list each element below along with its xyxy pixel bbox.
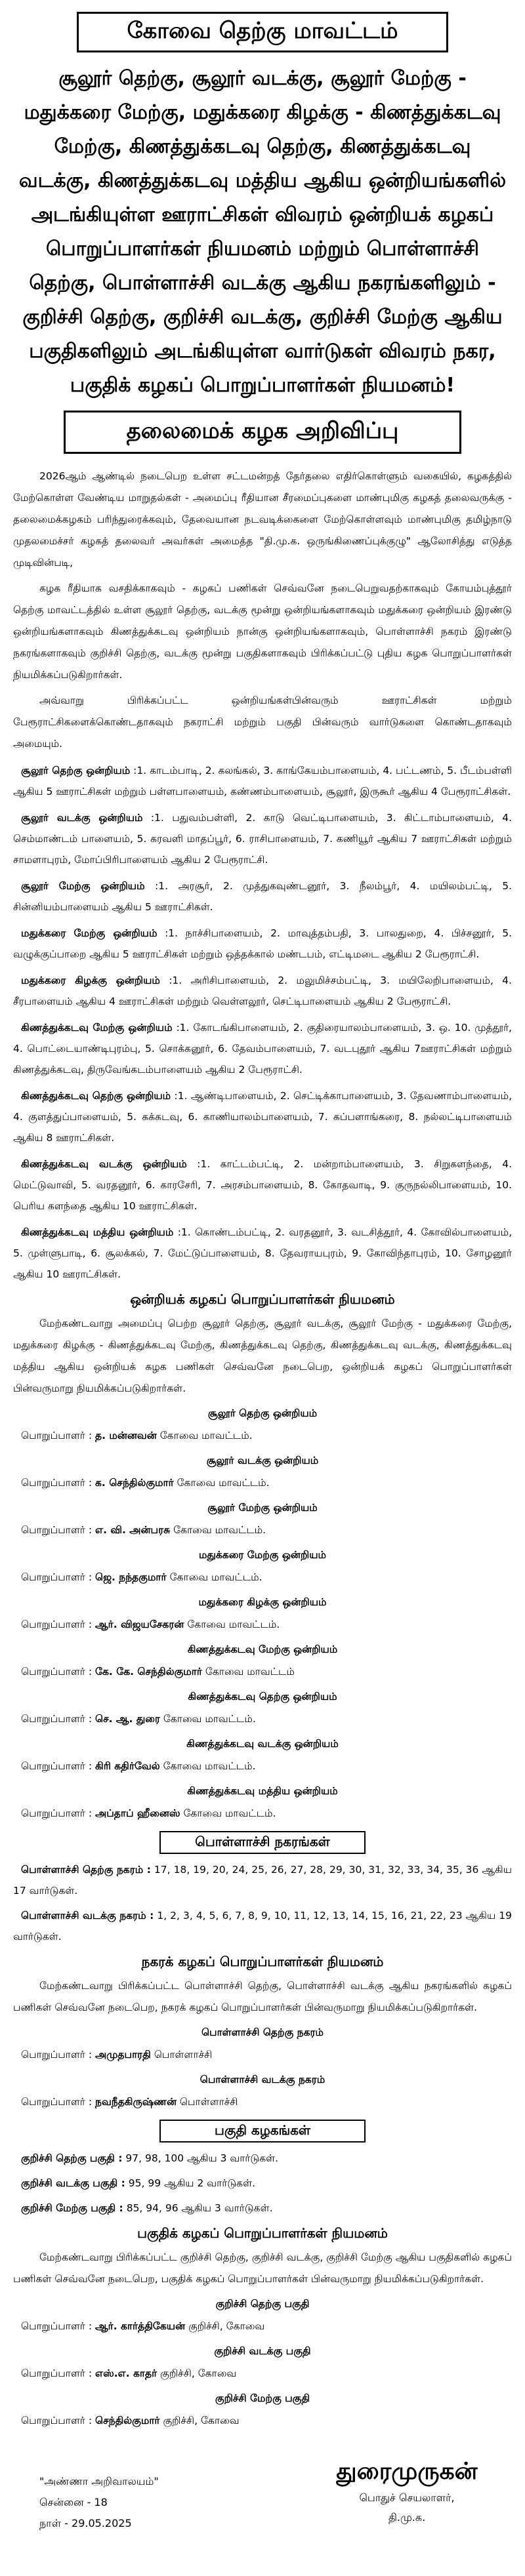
union-appointment-heading: ஒன்றியக் கழகப் பொறுப்பாளர்கள் நியமனம் xyxy=(130,1291,395,1307)
area-appointment-heading: பகுதிக் கழகப் பொறுப்பாளர்கள் நியமனம் xyxy=(137,2225,388,2241)
appointee-place: குறிச்சி, கோவை xyxy=(160,2367,237,2379)
union-entry xyxy=(13,760,512,802)
town-name: பொள்ளாச்சி தெற்கு நகரம் : xyxy=(21,1864,151,1876)
town-appointment-heading: நகரக் கழகப் பொறுப்பாளர்கள் நியமனம் xyxy=(141,1954,384,1969)
union-name: சூலூர் மேற்கு ஒன்றியம் xyxy=(21,880,145,892)
appointee-place: கோவை மாவட்டம். xyxy=(177,1477,270,1489)
appointee-name: அமுதபாரதி xyxy=(95,2049,151,2061)
appointee-label: பொறுப்பாளர் : xyxy=(21,2096,93,2108)
appointee-place: பொள்ளாச்சி xyxy=(154,2049,213,2061)
area-name: குறிச்சி மேற்கு பகுதி : xyxy=(21,2202,123,2214)
union-name: கிணத்துக்கடவு மேற்கு ஒன்றியம் xyxy=(21,1022,173,1034)
union-entry xyxy=(13,970,512,1012)
town-name: பொள்ளாச்சி வடக்கு நகரம் : xyxy=(21,1910,154,1922)
union-villages: :1. கோடங்கிபாளையம், 2. குதிரையாலம்பாளையம், 3. ஒ. 10. முத்தூர், 4. பொட்டையாண்டிபுரம்பு, 5. சொக்கனூர், 6. தேவம்பாளையம், 7. வடபுதூர் ஆகிய 7ஊராட்சிகள் மற்றும் கிணத்துக்கடவு, திருவேங்கடம்பாளையம் ஆகிய 2 பேரூராட்சி. xyxy=(13,1022,512,1076)
appointment-union-name: சூலூர் வடக்கு ஒன்றியம் xyxy=(206,1455,319,1466)
area-units-heading: பகுதி கழகங்கள் xyxy=(159,2120,366,2143)
union-name: கிணத்துக்கடவு தெற்கு ஒன்றியம் xyxy=(21,1090,171,1102)
area-name: குறிச்சி வடக்கு பகுதி : xyxy=(21,2177,125,2189)
area-wards: 85, 94, 96 ஆகிய 3 வார்டுகள். xyxy=(126,2202,273,2214)
district-title: கோவை தெற்கு மாவட்டம் xyxy=(77,12,448,52)
appointee-name: செ. ஆ. துரை xyxy=(95,1713,160,1725)
appointee-label: பொறுப்பாளர் : xyxy=(21,1571,93,1583)
union-villages: :1. காட்டம்பட்டி, 2. மன்றாம்பாளையம், 3. சிறுகளந்தை, 4. மெட்டுவாவி, 5. வரதனூர், 6. காரசேரி, 7. அரசம்பாளையம், 8. கோதவாடி, 9. குருநல்லிபாளையம், 10. பெரிய களந்தை ஆகிய 10 ஊராட்சிகள். xyxy=(13,1158,513,1212)
appointee-row xyxy=(13,1660,512,1683)
office-city: சென்னை - 18 xyxy=(39,2496,108,2508)
announcement-date: நாள் - 29.05.2025 xyxy=(39,2517,132,2529)
appointee-name: ஜெ. நந்தகுமார் xyxy=(95,1571,167,1583)
pollachi-towns-heading: பொள்ளாச்சி நகரங்கள் xyxy=(159,1831,366,1854)
appointee-row xyxy=(13,2315,512,2337)
union-entry xyxy=(13,1154,512,1217)
union-entry xyxy=(13,923,512,965)
appointee-name: க. செந்தில்குமார் xyxy=(95,1477,174,1489)
appointment-union-name: சூலூர் மேற்கு ஒன்றியம் xyxy=(207,1502,318,1514)
appointee-row xyxy=(13,2091,512,2113)
union-entry xyxy=(13,1222,512,1285)
appointment-town-name: பொள்ளாச்சி தெற்கு நகரம் xyxy=(201,2026,324,2038)
union-name: சூலூர் தெற்கு ஒன்றியம் xyxy=(21,765,131,776)
area-appointment-paragraph: மேற்கண்டவாறு பிரிக்கப்பட்ட குறிச்சி தெற்கு, குறிச்சி வடக்கு, குறிச்சி மேற்கு ஆகிய பகுதிகளில் கழகப் பணிகள் செவ்வனே நடைபெற, பகுதிக் கழகப் பொறுப்பாளர்கள் பின்வருமாறு நியமிக்கப்படுகிறார்கள். xyxy=(13,2251,512,2285)
appointee-label: பொறுப்பாளர் : xyxy=(21,1477,93,1489)
appointment-union-name: கிணத்துக்கடவு வடக்கு ஒன்றியம் xyxy=(186,1738,339,1750)
ward-list xyxy=(13,1905,512,1947)
union-villages: :1. காடம்பாடி, 2. கலங்கல், 3. காங்கேயம்பாளையம், 4. பட்டணம், 5. பீடம்பள்ளி ஆகிய 5 ஊராட்சிகள் மற்றும் பள்ளபாளையம், கண்ணம்பாளையம், சூலூர், இருகூர் ஆகிய 4 பேரூராட்சிகள். xyxy=(13,765,513,797)
appointee-name: கிரி கதிர்வேல் xyxy=(95,1760,160,1772)
appointee-place: கோவை மாவட்டம். xyxy=(173,1524,266,1536)
town-wards: 17, 18, 19, 20, 24, 25, 26, 27, 28, 29, 30, 31, 32, 33, 34, 35, 36 ஆகிய 17 வார்டுகள். xyxy=(13,1864,512,1897)
appointee-place: குறிச்சி, கோவை xyxy=(163,2415,240,2426)
union-villages: :1. கொண்டம்பட்டி, 2. வரதனூர், 3. வடசித்தூர், 4. கோவில்பாளையம், 5. முள்ளுபாடி, 6. சூலக்கல், 7. மேட்டுப்பாளையம், 8. தேவராயபுரம், 9. கோவிந்தாபுரம், 10. சோழனூர் ஆகிய 10 ஊராட்சிகள். xyxy=(13,1226,512,1280)
union-entry xyxy=(13,1085,512,1148)
appointee-label: பொறுப்பாளர் : xyxy=(21,2367,93,2379)
union-villages: :1. அரசூர், 2. முத்துகவுண்டனூர், 3. நீலம்பூர், 4. மயிலம்பட்டி, 5. சின்னியம்பாளையம் ஆகிய 5 ஊராட்சிகள். xyxy=(13,880,512,913)
appointee-row xyxy=(13,1708,512,1730)
town-appointment-paragraph: மேற்கண்டவாறு பிரிக்கப்பட்ட பொள்ளாச்சி தெற்கு, பொள்ளாச்சி வடக்கு ஆகிய நகரங்களில் கழகப் பணிகள் செவ்வனே நடைபெற, நகரக் கழகப் பொறுப்பாளர்கள் பின்வருமாறு நியமிக்கப்படுகிறார்கள். xyxy=(13,1980,512,2013)
appointee-name: ஆர். கார்த்திகேயன் xyxy=(95,2320,186,2332)
union-entry xyxy=(13,875,512,917)
appointee-label: பொறுப்பாளர் : xyxy=(21,1807,93,1819)
appointee-name: நவநீதகிருஷ்ணன் xyxy=(95,2096,177,2108)
appointee-label: பொறுப்பாளர் : xyxy=(21,2320,93,2332)
appointment-union-name: கிணத்துக்கடவு மேற்கு ஒன்றியம் xyxy=(187,1643,338,1655)
ward-list xyxy=(13,2173,512,2194)
union-entry xyxy=(13,807,512,870)
appointment-area-name: குறிச்சி தெற்கு பகுதி xyxy=(215,2298,310,2310)
union-entry xyxy=(13,1017,512,1080)
appointee-row xyxy=(13,1755,512,1777)
appointee-label: பொறுப்பாளர் : xyxy=(21,1666,93,1678)
appointee-row xyxy=(13,1566,512,1588)
signatory-name: துரைமுருகன் xyxy=(336,2458,478,2485)
appointee-row xyxy=(13,2362,512,2385)
union-name: சூலூர் வடக்கு ஒன்றியம் xyxy=(21,812,143,824)
union-name: கிணத்துக்கடவு வடக்கு ஒன்றியம் xyxy=(21,1158,187,1170)
ward-list xyxy=(13,2148,512,2169)
union-name: கிணத்துக்கடவு மத்திய ஒன்றியம் xyxy=(21,1226,174,1238)
appointee-label: பொறுப்பாளர் : xyxy=(21,1524,93,1536)
appointee-label: பொறுப்பாளர் : xyxy=(21,1713,93,1725)
appointee-place: கோவை மாவட்டம். xyxy=(169,1571,262,1583)
announcement-subtitle: தலைமைக் கழக அறிவிப்பு xyxy=(64,411,461,454)
intro-paragraph-2: கழக ரீதியாக வசதிக்காகவும் - கழகப் பணிகள் செவ்வனே நடைபெறுவதற்காகவும் கோயம்புத்தூர் தெற்கு மாவட்டத்தில் உள்ள சூலூர் தெற்கு, வடக்கு மூன்று ஒன்றியங்களாகவும் மதுக்கரை ஒன்றியம் இரண்டு ஒன்றியங்களாகவும் கிணத்துக்கடவு ஒன்றியம் நான்கு ஒன்றியங்களாகவும், பொள்ளாச்சி நகரம் இரண்டு நகரங்களாகவும் குறிச்சி தெற்கு, வடக்கு மூன்று பகுதிகளாகவும் பிரிக்கப்பட்டு புதிய கழக பொறுப்பாளர்கள் நியமிக்கப்படுகிறார்கள். xyxy=(13,582,512,681)
appointment-union-name: சூலூர் தெற்கு ஒன்றியம் xyxy=(207,1407,318,1419)
appointee-name: அப்தாப் ஹீனைஸ் xyxy=(95,1807,180,1819)
appointee-row xyxy=(13,1519,512,1541)
union-villages: :1. நாச்சிபாளையம், 2. மாவுத்தம்பதி, 3. பாலதுறை, 4. பிச்சனூர், 5. வழுக்குப்பாறை ஆகிய 5 ஊராட்சிகள் மற்றும் ஒத்தக்கால் மண்டபம், எட்டிமடை ஆகிய 2 பேரூராட்சி. xyxy=(13,927,512,960)
appointment-area-name: குறிச்சி வடக்கு பகுதி xyxy=(214,2345,311,2357)
area-wards: 95, 99 ஆகிய 2 வார்டுகள். xyxy=(128,2177,255,2189)
appointment-town-name: பொள்ளாச்சி வடக்கு நகரம் xyxy=(200,2074,326,2085)
appointee-label: பொறுப்பாளர் : xyxy=(21,2049,93,2061)
appointee-place: கோவை மாவட்டம். xyxy=(163,1713,256,1725)
appointee-name: கே. கே. செந்தில்குமார் xyxy=(95,1666,202,1678)
party-name: தி.மு.க. xyxy=(388,2511,426,2524)
appointee-label: பொறுப்பாளர் : xyxy=(21,2415,93,2426)
appointee-row xyxy=(13,1613,512,1636)
appointee-label: பொறுப்பாளர் : xyxy=(21,1760,93,1772)
appointment-union-name: கிணத்துக்கடவு மத்திய ஒன்றியம் xyxy=(187,1785,338,1797)
appointee-row xyxy=(13,2043,512,2066)
announcement-page xyxy=(13,0,512,2576)
footer-address xyxy=(39,2471,159,2534)
appointee-row xyxy=(13,1802,512,1824)
appointee-place: குறிச்சி, கோவை xyxy=(188,2320,265,2332)
appointee-place: பொள்ளாச்சி xyxy=(179,2096,238,2108)
area-wards: 97, 98, 100 ஆகிய 3 வார்டுகள். xyxy=(125,2152,279,2164)
appointee-place: கோவை மாவட்டம். xyxy=(159,1430,253,1441)
ward-list xyxy=(13,2198,512,2219)
appointee-label: பொறுப்பாளர் : xyxy=(21,1430,93,1441)
union-villages: :1. அரிசிபாளையம், 2. மலுமிச்சம்பட்டி, 3. மயிலேறிபாளையம், 4. சீரபாளையம் ஆகிய 4 ஊராட்சிகள் மற்றும் வெள்ளலூர், செட்டிபாளையம் ஆகிய 2 பேரூராட்சி. xyxy=(13,975,512,1007)
union-name: மதுக்கரை கிழக்கு ஒன்றியம் xyxy=(21,975,160,986)
union-villages: :1. ஆண்டிபாளையம், 2. செட்டிக்காபாளையம், 3. தேவணாம்பாளையம், 4. குளத்துப்பாளையம், 5. கக்கடவு, 6. காணியாலம்பாளையம், 7. கப்பளாங்கரை, 8. நல்லட்டிபாளையம் ஆகிய 8 ஊராட்சிகள். xyxy=(13,1090,512,1144)
headline: சூலூர் தெற்கு, சூலூர் வடக்கு, சூலூர் மேற்கு - மதுக்கரை மேற்கு, மதுக்கரை கிழக்கு - கிணத்துக்கடவு மேற்கு, கிணத்துக்கடவு தெற்கு, கிணத்துக்கடவு வடக்கு, கிணத்துக்கடவு மத்திய ஆகிய ஒன்றியங்களில் அடங்கியுள்ள ஊராட்சிகள் விவரம் ஒன்றியக் கழகப் பொறுப்பாளர்கள் நியமனம் மற்றும் பொள்ளாச்சி தெற்கு, பொள்ளாச்சி வடக்கு ஆகிய நகரங்களிலும் - குறிச்சி தெற்கு, குறிச்சி வடக்கு, குறிச்சி மேற்கு ஆகிய பகுதிகளிலும் அடங்கியுள்ள வார்டுகள் விவரம் நகர, பகுதிக் கழகப் பொறுப்பாளர்கள் நியமனம்! xyxy=(18,67,507,397)
intro-paragraph-3: அவ்வாறு பிரிக்கப்பட்ட ஒன்றியங்கள்பின்வரும் ஊராட்சிகள் மற்றும் பேரூராட்சிகளைக்கொண்டதாகவும் நகராட்சி மற்றும் பகுதி பின்வரும் வார்டுகளை கொண்டதாகவும் அமையும். xyxy=(13,694,512,750)
appointee-name: ஆர். விஜயசேகரன் xyxy=(95,1619,184,1630)
appointee-name: எ. வி. அன்பரசு xyxy=(95,1524,171,1536)
appointee-label: பொறுப்பாளர் : xyxy=(21,1619,93,1630)
appointee-row xyxy=(13,1472,512,1494)
intro-paragraph-1: 2026ஆம் ஆண்டில் நடைபெற உள்ள சட்டமன்றத் தேர்தலை எதிர்கொள்ளும் வகையில், கழகத்தில் மேற்கொள்ள வேண்டிய மாறுதல்கள் - அமைப்பு ரீதியான சீரமைப்புகளை மாண்புமிகு கழகத் தலைவருக்கு - தலைமைக்கழகம் பரிந்துரைக்கவும், தேவையான நடவடிக்கைளை மேற்கொள்ளவும் மாண்புமிகு தமிழ்நாடு முதலமைச்சர் கழகத் தலைவர் அவர்கள் அமைத்த "தி.மு.க. ஒருங்கிணைப்புக்குழு" ஆலோசித்து எடுத்த முடிவின்படி, xyxy=(13,470,512,569)
appointee-row xyxy=(13,1424,512,1447)
appointment-union-name: கிணத்துக்கடவு தெற்கு ஒன்றியம் xyxy=(188,1691,337,1702)
appointee-place: கோவை மாவட்டம். xyxy=(163,1760,256,1772)
office-name: "அண்ணா அறிவாலயம்" xyxy=(39,2475,159,2487)
appointee-name: த. மன்னவன் xyxy=(95,1430,157,1441)
union-appointment-paragraph: மேற்கண்டவாறு அமைப்பு பெற்ற சூலூர் தெற்கு, சூலூர் வடக்கு, சூலூர் மேற்கு - மதுக்கரை மேற்கு, மதுக்கரை கிழக்கு - கிணத்துக்கடவு மேற்கு, கிணத்துக்கடவு தெற்கு, கிணத்துக்கடவு வடக்கு, கிணத்துக்கடவு மத்திய ஆகிய ஒன்றியக் கழக பணிகள் செவ்வனே நடைபெற, ஒன்றியக் கழகப் பொறுப்பாளர்கள் பின்வருமாறு நியமிக்கப்படுகிறார்கள். xyxy=(13,1318,512,1394)
appointment-union-name: மதுக்கரை கிழக்கு ஒன்றியம் xyxy=(198,1596,327,1608)
appointee-place: கோவை மாவட்டம் xyxy=(205,1666,295,1678)
appointment-area-name: குறிச்சி மேற்கு பகுதி xyxy=(215,2392,310,2404)
appointee-name: எஸ்.எ. காதர் xyxy=(95,2367,158,2379)
appointee-place: கோவை மாவட்டம். xyxy=(187,1619,280,1630)
appointment-union-name: மதுக்கரை மேற்கு ஒன்றியம் xyxy=(198,1549,327,1561)
signature-block xyxy=(308,2458,505,2527)
town-wards: 1, 2, 3, 4, 5, 6, 7, 8, 9, 10, 11, 12, 13, 14, 15, 16, 21, 22, 23 ஆகிய 19 வார்டுகள். xyxy=(13,1910,513,1942)
ward-list xyxy=(13,1859,512,1901)
union-villages: :1. பதுவம்பள்ளி, 2. காடு வெட்டிபாளையம், 3. கிட்டாம்பாளையம், 4. செம்மாண்டம் பாளையம், 5. கரவளி மாதப்பூர், 6. ராசிபாளையம், 7. கணியூர் ஆகிய 7 ஊராட்சிகள் மற்றும் சாமளாபுரம், மோப்பிரிபாளையம் ஆகிய 2 பேரூராட்சி. xyxy=(13,812,512,866)
footer xyxy=(13,2445,512,2576)
appointee-row xyxy=(13,2409,512,2432)
union-name: மதுக்கரை மேற்கு ஒன்றியம் xyxy=(21,927,158,939)
area-name: குறிச்சி தெற்கு பகுதி : xyxy=(21,2152,123,2164)
signatory-designation: பொதுச் செயலாளர், xyxy=(359,2491,455,2504)
appointee-place: கோவை மாவட்டம். xyxy=(183,1807,276,1819)
appointee-name: செந்தில்குமார் xyxy=(95,2415,160,2426)
